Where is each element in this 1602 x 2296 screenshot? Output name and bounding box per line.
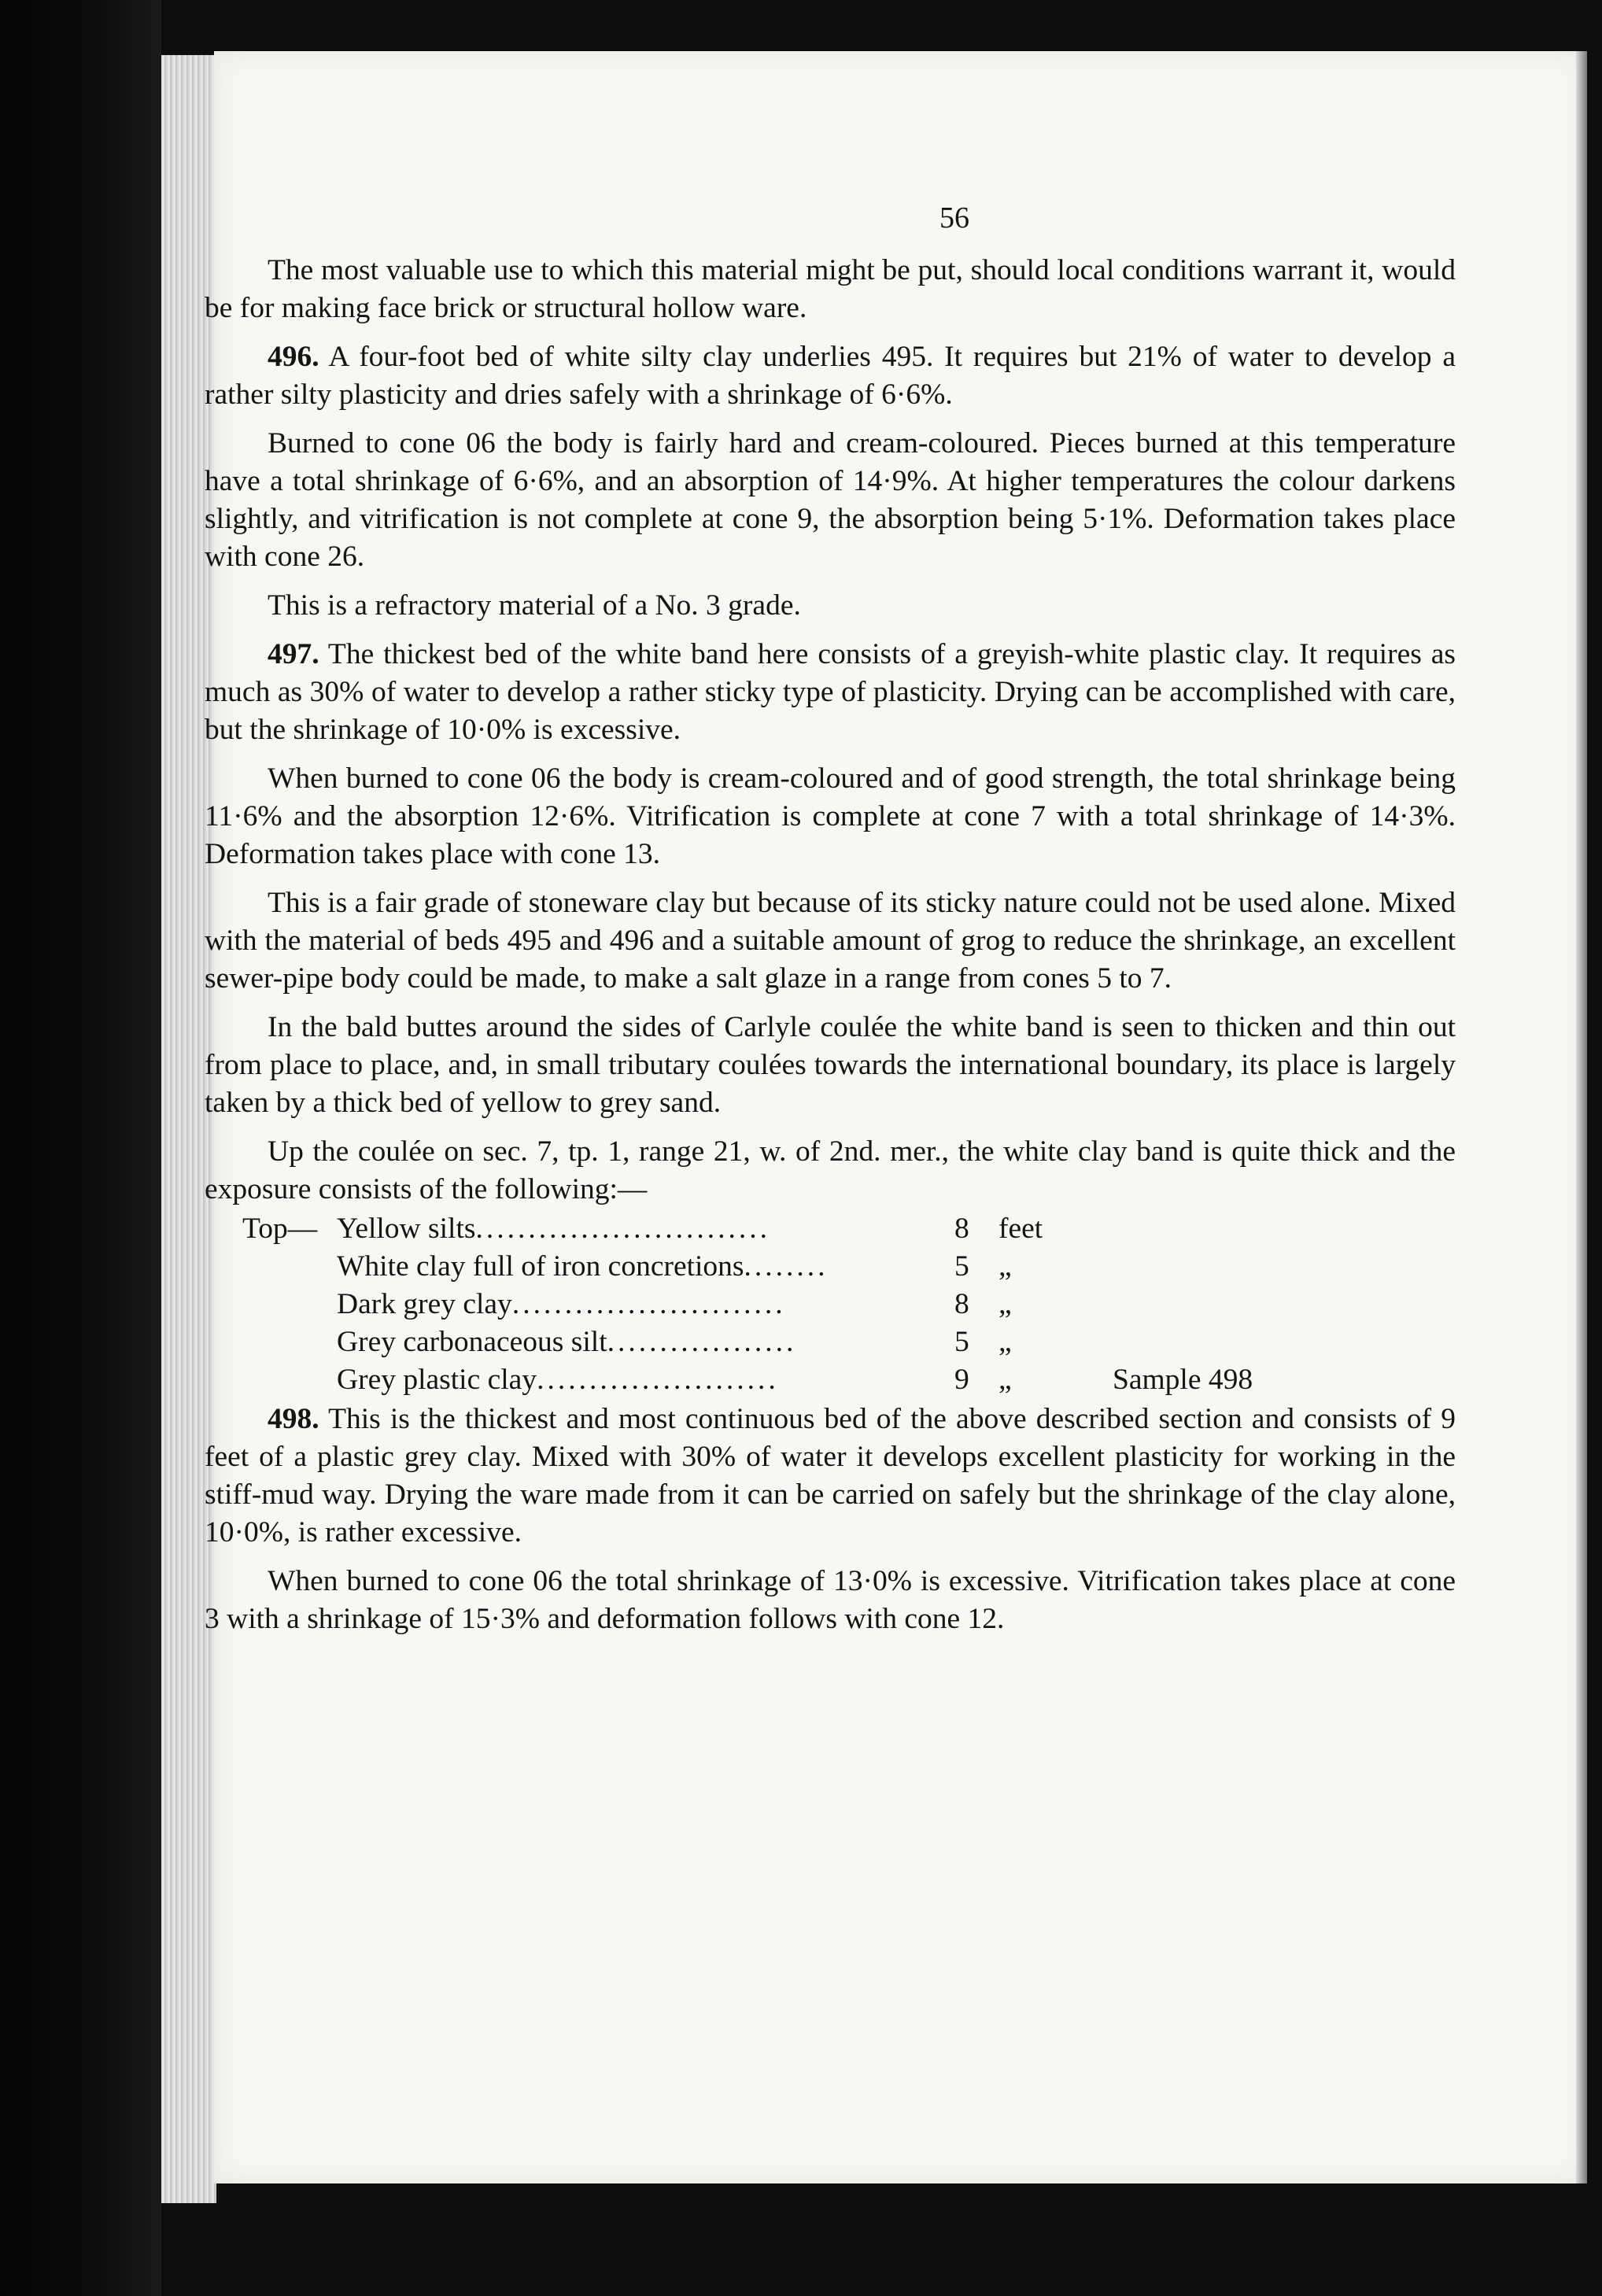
layer-thickness: 8 bbox=[954, 1213, 969, 1245]
body-text bbox=[205, 252, 1456, 1638]
paragraph: This is a fair grade of stoneware clay but because of its sticky nature could not be used alone. Mixed with the material of beds 495 and 496 and a suitable amount of grog to reduce the shrinkage, an excellent sewer-pipe body could be made, to make a salt glaze in a range from cones 5 to 7. bbox=[205, 887, 1456, 995]
layer-note bbox=[1113, 1248, 1317, 1286]
table-row bbox=[205, 1361, 1317, 1399]
page-edge-shade bbox=[1576, 51, 1587, 2183]
dot-leader: .......................... bbox=[511, 1288, 786, 1320]
layer-note bbox=[1113, 1210, 1317, 1248]
section-layer bbox=[337, 1323, 954, 1361]
section-table bbox=[205, 1210, 1317, 1399]
section-position bbox=[205, 1361, 337, 1399]
dot-leader: ............................ bbox=[475, 1213, 770, 1245]
layer-thickness: 9 bbox=[954, 1364, 969, 1396]
paragraph-bed-496 bbox=[205, 338, 1456, 414]
book-spine-shadow bbox=[0, 0, 161, 2296]
section-layer bbox=[337, 1286, 954, 1323]
layer-unit: „ bbox=[998, 1326, 1012, 1358]
bed-number: 498. bbox=[268, 1403, 319, 1435]
dot-leader: ........ bbox=[744, 1250, 829, 1283]
page-number-text: 56 bbox=[939, 201, 969, 234]
dot-leader: .................. bbox=[607, 1326, 797, 1358]
section-position bbox=[205, 1286, 337, 1323]
table-row bbox=[205, 1286, 1317, 1323]
table-row bbox=[205, 1323, 1317, 1361]
section-position bbox=[205, 1323, 337, 1361]
layer-unit: „ bbox=[998, 1364, 1012, 1396]
layer-unit: „ bbox=[998, 1288, 1012, 1320]
paragraph: In the bald buttes around the sides of Carlyle coulée the white band is seen to thicken and thin out from place to place, and, in small tributary coulées towards the international boundary, its place is largely taken by a thick bed of yellow to grey sand. bbox=[205, 1011, 1456, 1119]
section-layer bbox=[337, 1248, 954, 1286]
layer-thickness: 5 bbox=[954, 1326, 969, 1358]
layer-note bbox=[1113, 1323, 1317, 1361]
paragraph-bed-498 bbox=[205, 1401, 1456, 1552]
layer-name: Grey carbonaceous silt bbox=[337, 1326, 607, 1358]
paragraph: Up the coulée on sec. 7, tp. 1, range 21, w. of 2nd. mer., the white clay band is quite thick and the exposure consists of the following:— bbox=[205, 1135, 1456, 1205]
section-layer bbox=[337, 1361, 954, 1399]
paragraph: When burned to cone 06 the total shrinkage of 13·0% is excessive. Vitrification takes place at cone 3 with a shrinkage of 15·3% and deformation follows with cone 12. bbox=[205, 1565, 1456, 1635]
paragraph: When burned to cone 06 the body is cream-coloured and of good strength, the total shrinkage being 11·6% and the absorption 12·6%. Vitrification is complete at cone 7 with a total shrinkage of 14·3%. Deformation takes place with cone 13. bbox=[205, 762, 1456, 870]
layer-note bbox=[1113, 1286, 1317, 1323]
paragraph: Burned to cone 06 the body is fairly hard and cream-coloured. Pieces burned at this temperature have a total shrinkage of 6·6%, and an absorption of 14·9%. At higher temperatures the colour darkens slightly, and vitrification is not complete at cone 9, the absorption being 5·1%. Deformation takes place with cone 26. bbox=[205, 427, 1456, 573]
section-layer bbox=[337, 1210, 954, 1248]
layer-name: White clay full of iron concretions bbox=[337, 1250, 744, 1283]
page-number bbox=[153, 201, 1602, 235]
paragraph-text: The thickest bed of the white band here consists of a greyish-white plastic clay. It requires as much as 30% of water to develop a rather sticky type of plasticity. Drying can be accomplished with care, but the shrinkage of 10·0% is excessive. bbox=[205, 638, 1456, 746]
bed-number: 497. bbox=[268, 638, 319, 670]
layer-unit: feet bbox=[998, 1213, 1043, 1245]
table-row bbox=[205, 1210, 1317, 1248]
layer-thickness: 8 bbox=[954, 1288, 969, 1320]
layer-name: Yellow silts bbox=[337, 1213, 476, 1245]
table-row bbox=[205, 1248, 1317, 1286]
bed-number: 496. bbox=[268, 341, 319, 373]
layer-unit: „ bbox=[998, 1250, 1012, 1283]
layer-name: Dark grey clay bbox=[337, 1288, 512, 1320]
paragraph-bed-497 bbox=[205, 636, 1456, 749]
layer-thickness: 5 bbox=[954, 1250, 969, 1283]
paragraph: The most valuable use to which this material might be put, should local conditions warrant it, would be for making face brick or structural hollow ware. bbox=[205, 254, 1456, 324]
section-position bbox=[205, 1248, 337, 1286]
layer-note: Sample 498 bbox=[1113, 1364, 1253, 1396]
paragraph: This is a refractory material of a No. 3 grade. bbox=[268, 589, 801, 622]
paragraph-text: A four-foot bed of white silty clay underlies 495. It requires but 21% of water to develop a rather silty plasticity and dries safely with a shrinkage of 6·6%. bbox=[205, 341, 1456, 411]
paragraph-text: This is the thickest and most continuous bed of the above described section and consists of 9 feet of a plastic grey clay. Mixed with 30% of water it develops excellent plasticity for working in the stiff-mud way. Drying the ware made from it can be carried on safely but the shrinkage of the clay alone, 10·0%, is rather excessive. bbox=[205, 1403, 1456, 1549]
dot-leader: ....................... bbox=[537, 1364, 779, 1396]
section-position: Top— bbox=[242, 1213, 318, 1245]
layer-name: Grey plastic clay bbox=[337, 1364, 537, 1396]
